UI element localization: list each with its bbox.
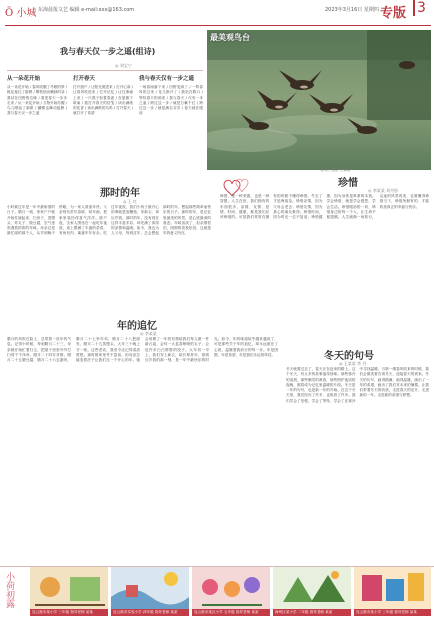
divider: [7, 70, 203, 71]
page-number: 3: [413, 0, 426, 16]
article-title: 我与春天仅一步之遥(组诗): [60, 47, 156, 56]
kid-artwork-1: [30, 567, 108, 609]
section-label: 专版: [380, 6, 407, 21]
article-title: 珍惜: [338, 178, 358, 189]
kid-artwork-caption: 连云港市某区小学 五年级 指导老师 某某: [192, 609, 270, 616]
kid-artwork-caption: 连云港市某小学 三年级 指导老师 某某: [354, 609, 431, 616]
page-header: [0, 0, 434, 27]
kids-section-title: [3, 572, 27, 614]
poem-1: [7, 74, 67, 173]
article-body: 小时候过年是一年中最盼望的日子。腊月一到，家家户户就开始忙碌起来，扫房子、蒸馒头、炸丸子、做豆腐，空气里弥漫着浓浓的年味。母亲总是最忙碌的那个人，从早到晚不停歇，为一家人准备年货。父亲则负责写春联、贴年画，把家里装扮得喜气洋洋。除夕夜，全家人围坐在一起吃年夜饭，桌上摆满了丰盛的菜肴，有鱼有肉，寓意年年有余。吃过年夜饭，我们小孩子最开心的事就是放鞭炮、穿新衣、拿压岁钱。那时的年，没有现在这样丰富多彩，却充满了浓浓的亲情和温暖。如今，我也为人父母，每到过年，总会想起那时的年，想起那些简单而快乐的日子。那时的年，是记忆里最美的风景，是心底最深的眷恋。年味虽淡了，但亲情依旧，团圆的喜悦依旧，这就是年的意义所在。: [7, 205, 211, 236]
kid-artwork-image: [192, 567, 270, 609]
kid-artwork-caption: 海州区某小学 二年级 指导老师 某某: [273, 609, 351, 616]
article-author: ◎ 李某某: [140, 331, 157, 336]
article-dongtiandejuhao: [284, 345, 431, 565]
article-title: 年的追忆: [117, 321, 157, 332]
poem-title: 我与春天仅有一步之遥: [139, 76, 195, 82]
photo-caption: 观鸟台 摄影 王某某: [320, 168, 351, 172]
poem-3: [139, 74, 203, 173]
article-title: 冬天的句号: [324, 351, 374, 362]
photo-tag: 最美观鸟台: [210, 33, 250, 42]
poem-title: 从一朵花开始: [7, 76, 41, 82]
poem-text: 从一朵花开始 / 春风吹醒了冬眠的梦 / 桃花羞红了脸颊 / 柳枝抽出嫩绿的芽 / 我站在田野的边缘 / 看见春天一步步走来 / 从一朵花开始 / 万物开始苏醒 / 鸟儿唱起了新歌 / 蝴蝶也舞动翅膀 / 我与春天仅一步之遥: [7, 85, 67, 116]
article-body: 腊月的风吹在脸上，总带着一丝年的气息。记得小时候，每到腊月二十三，母亲就开始忙着扫尘，把屋子里里外外打扫得干干净净。腊月二十四写对联，腊月二十五磨豆腐，腊月二十六去割肉，腊月二十七宰年鸡，腊月二十八把面发，腊月二十九蒸馒头，大年三十晚上守一宿。这些老话，我至今还记得清清楚楚。那时候家里并不富裕，但母亲总能变着法子让我们过一个开心的年。她会用攒了一年的布票给我们每人做一件新衣裳，会炸一大盆香喷喷的丸子，会包许多白白胖胖的饺子。大年初一早上，我们穿上新衣，给长辈拜年，领到压岁钱的那一刻，是一年中最快乐的时光。如今，年的味道似乎越来越淡了，可是那些关于年的追忆，却永远留在了心底，温暖着我前行的每一步。年是团圆，年是希望，年是我们永远的牵挂。: [7, 337, 278, 363]
article-nashideinian: [5, 172, 213, 312]
kid-artwork-3: [192, 567, 270, 609]
poems-article: [5, 30, 203, 170]
kid-artwork-image: [354, 567, 431, 609]
poem-text: 打开窗户 / 让阳光照进来 / 打开心扉 / 让春风吹进来 / 打开记忆 / 让往事涌上来 / 一只燕子衔着春泥 / 在屋檐下筑巢 / 我打开春天的信笺 / 读出满纸的花香 / 读出满纸的鸟鸣 / 打开春天 / 就打开了希望: [73, 85, 133, 116]
bird-photo: [207, 30, 431, 170]
kid-artwork-image: [273, 567, 351, 609]
header-subtitle: 东海晨报文艺 编辑 e-mail:xxx@163.com: [38, 7, 135, 13]
kid-artwork-image: [30, 567, 108, 609]
article-author: ◎ 王某某 李 丹: [339, 361, 367, 366]
poem-text: 一场春雨落下来 / 田野变绿了 / 一阵春风吹过来 / 花儿都开了 / 我站在路口 / 等待春天的到来 / 我与春天 / 仅有一步之遥 / 跨过这一步 / 就是万紫千红 / 跨过这一步 / 就是满目芬芳 / 春天就在眼前: [139, 85, 203, 116]
article-author: ◎ 李某某 刘丹彤: [368, 188, 399, 193]
poem-title: 打开春天: [73, 76, 96, 82]
kid-artwork-image: [111, 567, 189, 609]
kid-artwork-5: [354, 567, 431, 609]
article-zhenxi: [218, 172, 431, 312]
kid-artwork-caption: 连云港市实验小学 四年级 指导老师 某某: [111, 609, 189, 616]
article-title: 那时的年: [100, 188, 140, 199]
article-author: ◎ 刘宝宁: [115, 63, 132, 68]
poem-2: [73, 74, 133, 173]
kids-title-text: 小荷初露: [4, 572, 14, 608]
header-divider: [5, 25, 431, 26]
article-niandezhuiyi: [5, 315, 280, 565]
kid-artwork-4: [273, 567, 351, 609]
article-body: 冬天就要过去了，春天正在赶来的路上。这个冬天，有太多的故事值得回味。那些寒冷的清晨，那些飘雪的黄昏，那些围炉夜话的夜晚，都将成为记忆里温暖的片段。冬天是一年的句号，也是新一年的开始。在这个冬天里，我们经历了许多，也收获了许多。我们学会了坚强，学会了等待，学会了在寒冷中寻找温暖。当第一缕春风吹来的时候，我们会微笑着告别冬天，迎接春天的到来。冬天的句号，画得圆满，画得温暖，画出了一年的希望，画出了我们对未来的憧憬。让我们带着冬天的收获，走进春天的花开，走进新的一年，走进新的希望与梦想。: [286, 367, 429, 403]
kid-artwork-2: [111, 567, 189, 609]
article-body: 珍惜，是一种美德，也是一种智慧。人生在世，我们拥有的东西很多，亲情、友情、爱情、时间、健康，都是我们应该珍惜的。可是我们常常在拥有的时候不懂得珍惜，失去了才追悔莫及。珍惜亲情，因为父母会老去；珍惜友情，因为真心的朋友难得；珍惜时间，因为时光一去不复返；珍惜健康，因为身体是革命的本钱。学会珍惜，就是学会感恩，学会生活。珍惜眼前的一切，珍惜身边的每一个人，让生命不留遗憾。人生就像一场旅行，沿途的风景再美，也要懂得珍惜当下，珍惜所拥有的，才能收获真正的幸福与快乐。: [220, 194, 429, 220]
article-author: ◎ 王 红: [123, 199, 138, 204]
kid-artwork-caption: 连云港市某小学 三年级 指导老师 某某: [30, 609, 108, 616]
kids-art-section: [0, 566, 434, 618]
newspaper-logo: Ö 小城: [5, 8, 37, 19]
bird-photo-image: [207, 30, 431, 170]
header-date: 2023年3月16日 星期四: [325, 7, 379, 13]
